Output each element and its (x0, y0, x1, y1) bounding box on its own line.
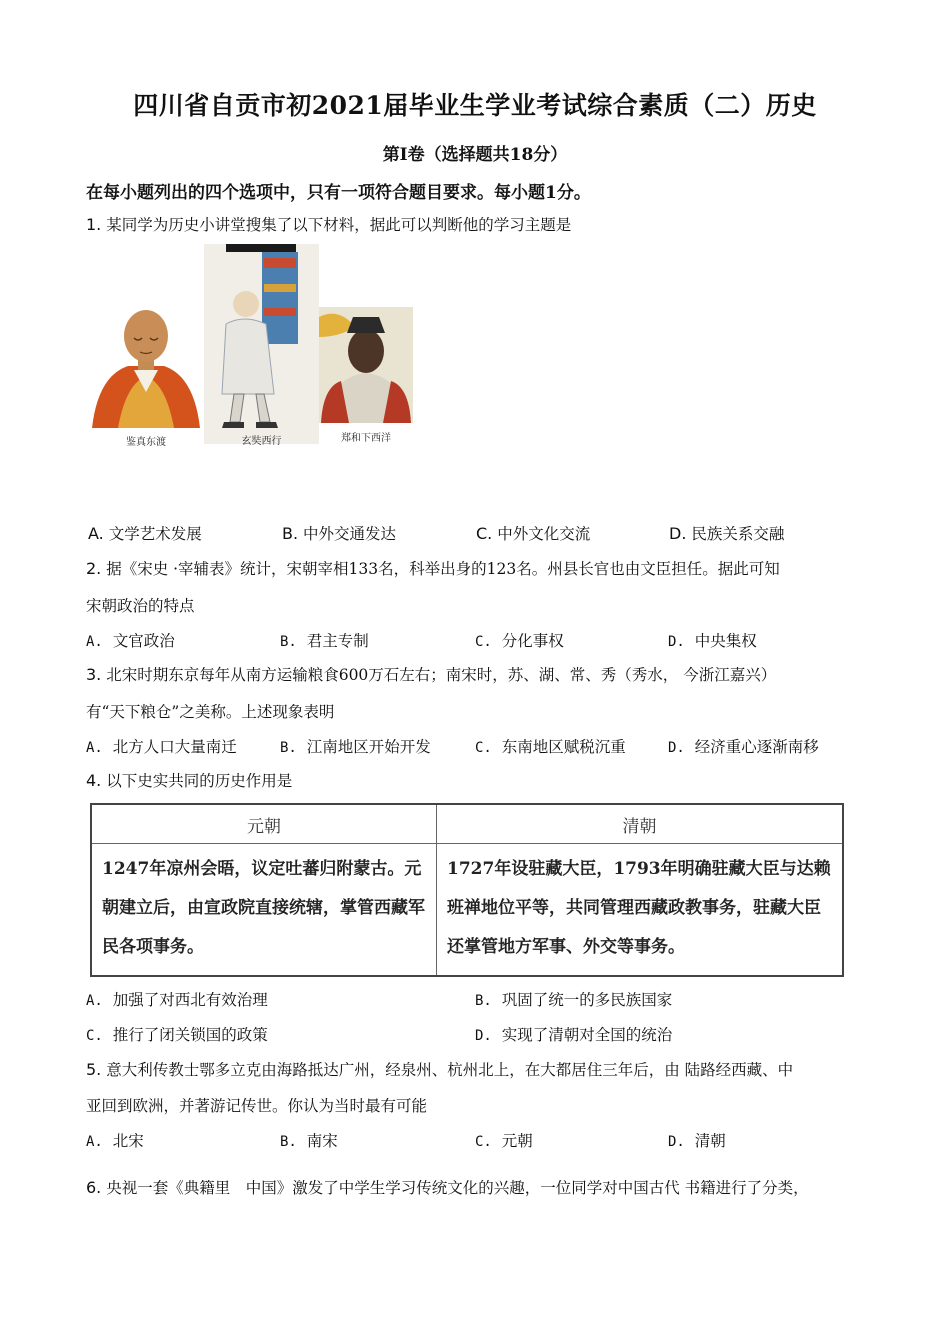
question-number: 3. (86, 665, 102, 684)
q1-option-a: A. 文学艺术发展 (88, 524, 202, 543)
question-1 (86, 213, 571, 235)
question-text: 北宋时期东京每年从南方运输粮食600万石左右；南宋时，苏、湖、常、秀（秀水， 今浙江嘉兴） (106, 666, 777, 684)
q4-option-d: D. 实现了清朝对全国的统治 (475, 1026, 673, 1044)
page-title: 四川省自贡市初2021届毕业生学业考试综合素质（二）历史 (133, 91, 817, 120)
section-subtitle: 第Ⅰ卷（选择题共18分） (382, 145, 568, 165)
question-number: 1. (86, 215, 102, 234)
jianzhen-figure (88, 296, 204, 448)
q5-option-b: B. 南宋 (280, 1132, 338, 1150)
question-text: 意大利传教士鄂多立克由海路抵达广州，经泉州、杭州北上，在大都居住三年后，由 陆路经西藏、中 (106, 1061, 794, 1079)
q4-option-b: B. 巩固了统一的多民族国家 (475, 991, 673, 1009)
question-text: 以下史实共同的历史作用是 (106, 772, 293, 790)
image-caption: 玄奘西行 (241, 436, 282, 447)
q5-option-a: A. 北宋 (86, 1132, 144, 1150)
admiral-portrait-icon (319, 307, 413, 423)
q4-option-a: A. 加强了对西北有效治理 (86, 991, 268, 1009)
monk-portrait-icon (88, 296, 204, 428)
q2-option-a: A. 文官政治 (86, 632, 175, 650)
q5-option-c: C. 元朝 (475, 1132, 533, 1150)
zhenghe-figure (319, 307, 413, 447)
q2-option-d: D. 中央集权 (668, 632, 757, 650)
q1-option-c: C. 中外文化交流 (476, 524, 591, 543)
q5-option-d: D. 清朝 (668, 1132, 726, 1150)
question-2-cont: 宋朝政治的特点 (86, 597, 195, 615)
question-3-cont: 有“天下粮仓”之美称。上述现象表明 (86, 703, 335, 721)
image-caption: 鉴真东渡 (126, 437, 166, 448)
q3-option-a: A. 北方人口大量南迁 (86, 738, 237, 756)
history-table (90, 803, 844, 977)
q3-option-d: D. 经济重心逐渐南移 (668, 738, 819, 756)
question-6 (86, 1176, 809, 1198)
question-text: 央视一套《典籍里 中国》激发了中学生学习传统文化的兴趣，一位同学对中国古代 书籍进行了分类， (106, 1179, 809, 1197)
question-4 (86, 769, 292, 791)
q3-option-b: B. 江南地区开始开发 (280, 738, 431, 756)
question-number: 5. (86, 1060, 102, 1079)
question-5 (86, 1058, 793, 1080)
q3-option-c: C. 东南地区赋税沉重 (475, 738, 626, 756)
q2-option-b: B. 君主专制 (280, 632, 369, 650)
question-number: 6. (86, 1178, 102, 1197)
question-3 (86, 663, 776, 685)
q4-option-c: C. 推行了闭关锁国的政策 (86, 1026, 268, 1044)
question-2 (86, 557, 780, 579)
q1-option-b: B. 中外交通发达 (282, 524, 397, 543)
question-number: 2. (86, 559, 102, 578)
question-5-cont: 亚回到欧洲，并著游记传世。你认为当时最有可能 (86, 1097, 428, 1115)
table-cell-qing: 1727年设驻藏大臣，1793年明确驻藏大臣与达赖班禅地位平等，共同管理西藏政教事务，驻藏大臣还掌管地方军事、外交等事务。 (437, 844, 844, 977)
question-number: 4. (86, 771, 102, 790)
question-text: 某同学为历史小讲堂搜集了以下材料，据此可以判断他的学习主题是 (106, 216, 572, 234)
table-cell-yuan: 1247年凉州会晤，议定吐蕃归附蒙古。元朝建立后，由宣政院直接统辖，掌管西藏军民各项事务。 (91, 844, 437, 977)
table-header-yuan: 元朝 (91, 804, 437, 844)
question-text: 据《宋史 ·宰辅表》统计，宋朝宰相133名，科举出身的123名。州县长官也由文臣担任。据此可知 (106, 560, 780, 578)
q2-option-c: C. 分化事权 (475, 632, 564, 650)
q1-option-d: D. 民族关系交融 (669, 524, 785, 543)
instructions: 在每小题列出的四个选项中，只有一项符合题目要求。每小题1分。 (86, 183, 591, 203)
image-caption: 郑和下西洋 (341, 433, 391, 444)
xuanzang-figure (204, 244, 319, 447)
traveling-monk-icon (204, 244, 319, 430)
table-header-qing: 清朝 (437, 804, 844, 844)
